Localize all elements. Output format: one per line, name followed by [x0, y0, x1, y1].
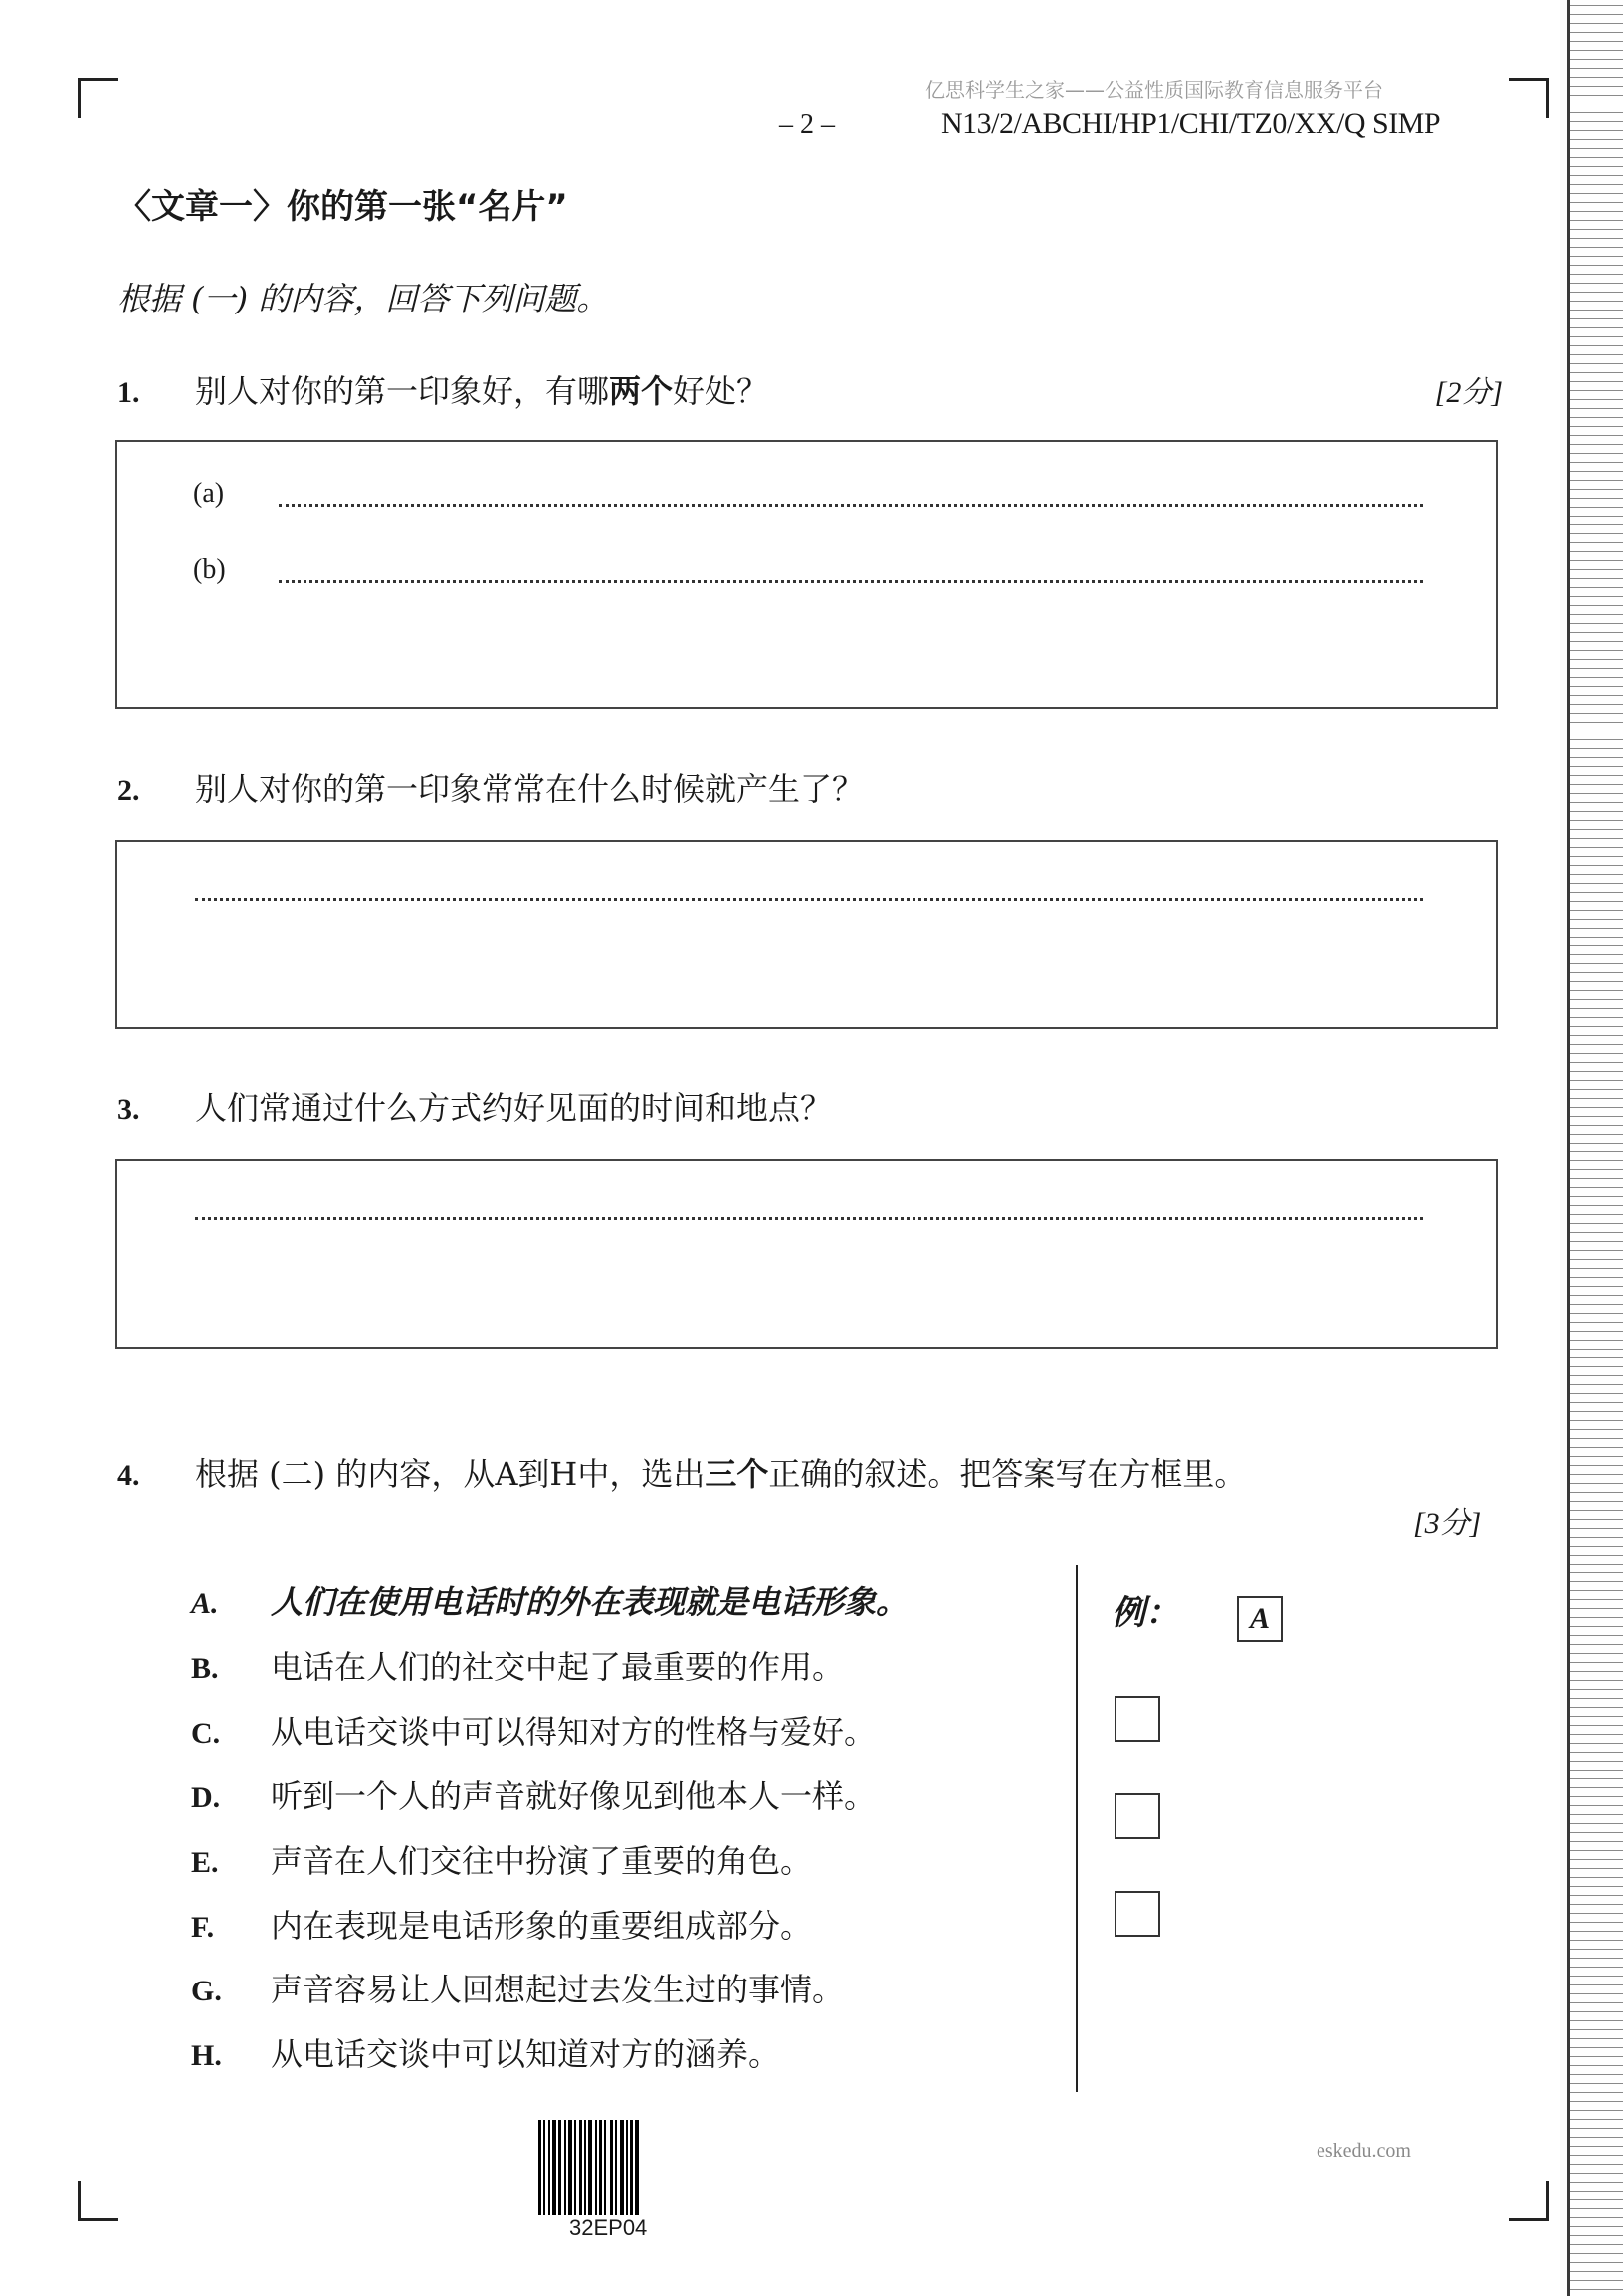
option-h	[191, 2029, 780, 2075]
question-number: 2.	[117, 774, 140, 807]
option-text: 内在表现是电话形象的重要组成部分。	[271, 1907, 813, 1945]
answer-box-q3	[115, 1159, 1498, 1349]
answer-box-2[interactable]	[1115, 1793, 1160, 1839]
option-b	[191, 1642, 844, 1688]
corner-mark-bottom-left	[78, 2181, 118, 2221]
barcode	[538, 2120, 644, 2215]
page-number: – 2 –	[779, 109, 835, 140]
option-f	[191, 1901, 812, 1947]
option-d	[191, 1772, 876, 1817]
question-text: 别人对你的第一印象好，有哪两个好处？	[195, 372, 769, 410]
emphasis: 两个	[609, 372, 674, 410]
option-text: 人们在使用电话时的外在表现就是电话形象。	[271, 1583, 909, 1621]
question-number: 1.	[117, 376, 140, 409]
option-letter: G.	[191, 1975, 222, 2007]
answer-label-b: (b)	[193, 554, 226, 585]
option-c	[191, 1707, 876, 1753]
site-watermark: eskedu.com	[1317, 2140, 1411, 2162]
answer-box-1[interactable]	[1115, 1696, 1160, 1742]
answer-line[interactable]	[195, 898, 1423, 901]
option-e	[191, 1836, 812, 1882]
option-letter: D.	[191, 1781, 221, 1814]
question-text: 人们常通过什么方式约好见面的时间和地点？	[195, 1089, 833, 1127]
answer-label-a: (a)	[193, 478, 225, 509]
question-number: 3.	[117, 1093, 140, 1126]
corner-mark-bottom-right	[1509, 2181, 1549, 2221]
question-text: 别人对你的第一印象常常在什么时候就产生了？	[195, 770, 865, 808]
barcode-label: 32EP04	[569, 2215, 648, 2240]
option-letter: A.	[191, 1587, 219, 1620]
column-divider	[1076, 1565, 1078, 2092]
option-letter: E.	[191, 1846, 219, 1879]
emphasis: 三个	[705, 1455, 769, 1493]
answer-line-b[interactable]	[279, 580, 1423, 583]
answer-line-a[interactable]	[279, 504, 1423, 507]
option-letter: F.	[191, 1911, 215, 1944]
option-text: 听到一个人的声音就好像见到他本人一样。	[271, 1777, 877, 1815]
answer-line[interactable]	[195, 1217, 1423, 1220]
option-text: 声音容易让人回想起过去发生过的事情。	[271, 1971, 845, 2008]
page-edge-hatch	[1567, 0, 1623, 2296]
option-letter: H.	[191, 2039, 222, 2072]
option-text: 电话在人们的社交中起了最重要的作用。	[271, 1648, 845, 1686]
option-text: 从电话交谈中可以得知对方的性格与爱好。	[271, 1713, 877, 1751]
question-number: 4.	[117, 1459, 140, 1492]
example-label: 例：	[1112, 1593, 1179, 1633]
question-1	[117, 366, 1503, 412]
answer-box-q2	[115, 840, 1498, 1029]
marks-label: [2分]	[1434, 376, 1503, 409]
paper-code: N13/2/ABCHI/HP1/CHI/TZ0/XX/Q SIMP	[941, 107, 1441, 140]
option-a	[191, 1577, 908, 1623]
answer-box-q1	[115, 440, 1498, 709]
answer-box-3[interactable]	[1115, 1891, 1160, 1937]
option-g	[191, 1965, 844, 2010]
option-letter: B.	[191, 1652, 219, 1685]
watermark-text: 亿思科学生之家——公益性质国际教育信息服务平台	[925, 78, 1383, 102]
question-4	[117, 1449, 1503, 1495]
example-answer-box: A	[1237, 1596, 1283, 1642]
option-text: 从电话交谈中可以知道对方的涵养。	[271, 2035, 781, 2073]
marks-label: [3分]	[1413, 1507, 1482, 1540]
section-title: 〈文章一〉你的第一张“名片”	[117, 187, 568, 227]
question-2	[117, 764, 1503, 810]
option-text: 声音在人们交往中扮演了重要的角色。	[271, 1842, 813, 1880]
question-text: 根据 (二) 的内容，从A到H中，选出三个正确的叙述。把答案写在方框里。	[195, 1455, 1247, 1493]
corner-mark-top-right	[1509, 78, 1549, 118]
corner-mark-top-left	[78, 78, 118, 118]
section-instruction: 根据 (一) 的内容，回答下列问题。	[117, 280, 609, 317]
option-letter: C.	[191, 1717, 221, 1750]
question-3	[117, 1083, 1503, 1129]
